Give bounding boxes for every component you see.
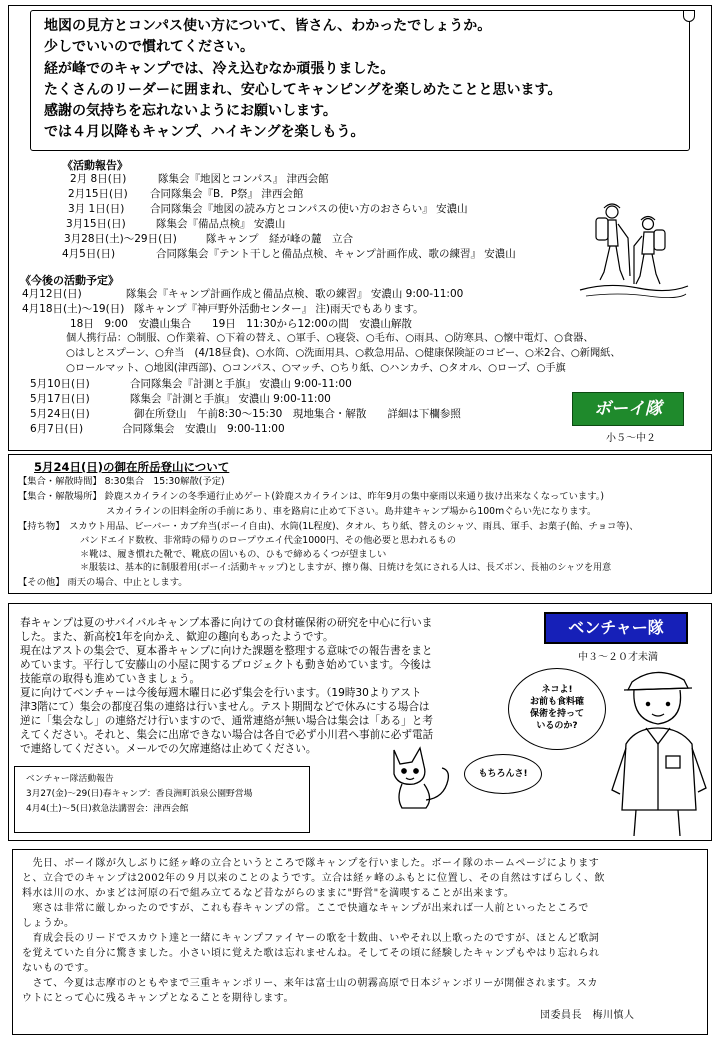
venture-paragraph-line: めています。平行して安藤山の小屋に関するプロジェクトも動き始めています。今後は bbox=[20, 659, 432, 671]
gozaisho-line: ＊靴は、履き慣れた靴で、靴底の固いもの、ひもで締めるくつが望ましい bbox=[80, 549, 387, 560]
activity-report-heading: 《活動報告》 bbox=[62, 159, 128, 172]
venture-paragraph-line: 津3階にて）集会の都度召集の連絡は行いません。テスト期間などで休みにする場合は bbox=[20, 701, 430, 713]
gozaisho-line: ＊服装は、基本的に制服着用(ボーイ:活動キャップ)としますが、擦り傷、日焼けを気にされる人は、長ズボン、長袖のシャツを用意 bbox=[80, 563, 612, 573]
leader-speech-bubble bbox=[508, 668, 606, 750]
cat-speech-bubble: もちろんさ! bbox=[464, 754, 542, 794]
venture-report-line: 4月4(土)～5(日)救急法講習会：津西会館 bbox=[26, 804, 189, 814]
boy-scout-age-range: 小５～中２ bbox=[606, 433, 656, 444]
venture-paragraph-line: えてください。それと、集会に出席できない場合は各自で必ず小川君へ事前に必ず電話 bbox=[20, 729, 434, 741]
gozaisho-title: 5月24日(日)の御在所岳登山について bbox=[34, 460, 230, 474]
venture-paragraph-line: 技能章の取得も進めていきましょう。 bbox=[20, 673, 201, 685]
intro-line: 少しでいいので慣れてください。 bbox=[44, 39, 254, 56]
venture-paragraph-line: した。また、新高校1年を向かえ、歓迎の趣向もあったようです。 bbox=[20, 631, 334, 643]
gozaisho-line: スカイラインの旧料金所の手前にあり、車を路肩に止めて下さい。島井建キャンプ場から100mぐらい先になります。 bbox=[106, 506, 597, 517]
message-line: 育成会長のリードでスカウト達と一緒にキャンプファイヤーの歌を十数曲、いやそれ以上歌ったのですが、ほとんど歌詞 bbox=[22, 933, 600, 944]
belongings-line: ○ロールマット、○地図(津西部)、○コンパス、○マッチ、○ちり紙、○ハンカチ、○タオル、○ロープ、○手旗 bbox=[66, 363, 566, 374]
message-line: と、立合でのキャンプは2002年の９月以来のことのようです。立合は経ヶ峰のふもとに位置し、その自然はすばらしく、飲 bbox=[22, 873, 605, 884]
venture-age-range: 中３～２０才未満 bbox=[578, 652, 658, 663]
venture-report-line: ベンチャー隊活動報告 bbox=[26, 774, 114, 784]
intro-line: 地図の見方とコンパス使い方について、皆さん、わかったでしょうか。 bbox=[44, 18, 492, 34]
hikers-illustration bbox=[578, 190, 690, 306]
belongings-line: ○はしとスプーン、○弁当 (4/18昼食)、○水筒、○洗面用具、○救急用品、○健康保険証のコピー、○米2合、○新聞紙、 bbox=[66, 348, 621, 359]
boy-scout-badge: ボーイ隊 bbox=[572, 392, 684, 426]
bubble-line: いるのか? bbox=[536, 721, 578, 731]
venture-paragraph-line: で連絡してください。メールでの欠席連絡は止めてください。 bbox=[20, 743, 317, 755]
intro-line: 経が峰でのキャンプでは、冷え込むなか頑張りました。 bbox=[44, 60, 395, 77]
message-line: 寒さは非常に厳しかったのですが、これも春キャンプの常。ここで快適なキャンプが出来れば一人前といったところで bbox=[22, 903, 589, 914]
message-line: ないものです。 bbox=[22, 963, 95, 974]
message-line: を覚えていた自分に驚きました。小さい頃に覚えた歌は忘れませんね。そしてその頃に経験したキャンプもやはり忘れられ bbox=[22, 948, 600, 959]
gozaisho-line: 【持ち物】 スカウト用品、ビーバー・カブ弁当(ボーイ自由)、水筒(1L程度)、タオル、ちり紙、替えのシャツ、雨具、軍手、お菓子(飴、チョコ等)、 bbox=[18, 521, 639, 532]
venture-badge: ベンチャー隊 bbox=[544, 612, 688, 644]
intro-line: 感謝の気持ちを忘れないようにお願いします。 bbox=[44, 103, 337, 120]
bubble-line: 保術を持って bbox=[529, 709, 584, 719]
venture-paragraph-line: 現在はアストの集会で、夏本番キャンプに向けた課題を整理する意味での報告書をまと bbox=[20, 645, 433, 657]
gozaisho-line: 【集合・解散時間】 8:30集合 15:30解散(予定) bbox=[18, 476, 225, 487]
message-line: ウトにとって心に残るキャンプとなることを期待します。 bbox=[22, 993, 294, 1004]
venture-report-line: 3月27(金)～29(日)春キャンプ：香良洲町浜泉公園野営場 bbox=[26, 789, 253, 799]
bubble-line: ネコよ! bbox=[541, 685, 573, 695]
message-line: 料水は川の水、かまどは河原の石で組み立てるなど昔ながらのままに"野営"を満喫することが出来ます。 bbox=[22, 888, 515, 899]
scroll-curl bbox=[683, 10, 695, 22]
gozaisho-line: バンドエイド数枚、非常時の帰りのロープウエイ代金1000円、その他必要と思われるもの bbox=[80, 535, 457, 546]
message-line: しょうか。 bbox=[22, 918, 75, 929]
message-line: 先日、ボーイ隊が久しぶりに経ヶ峰の立合というところで隊キャンプを行いました。ボーイ隊のホームページによります bbox=[22, 858, 600, 869]
intro-line: では４月以降もキャンプ、ハイキングを楽しもう。 bbox=[44, 124, 365, 141]
bubble-line: お前も食料確 bbox=[529, 697, 584, 707]
intro-line: たくさんのリーダーに囲まれ、安心してキャンピングを楽しめたことと思います。 bbox=[44, 81, 562, 98]
intro-message bbox=[44, 16, 684, 144]
message-line: さて、今夏は志摩市のともやまで三重キャンポリー、来年は富士山の朝霧高原で日本ジャンボリーが開催されます。スカ bbox=[22, 978, 598, 989]
future-plans-heading: 《今後の活動予定》 bbox=[20, 274, 119, 287]
venture-paragraph-line: 春キャンプは夏のサバイバルキャンプ本番に向けての食材確保術の研究を中心に行いま bbox=[20, 617, 433, 629]
gozaisho-line: 【集合・解散場所】 鈴鹿スカイラインの冬季通行止めゲート(鈴鹿スカイラインは、昨年9月の集中豪雨以来通り抜け出来なくなっています。) bbox=[18, 491, 605, 502]
belongings-line: 個人携行品：○制服、○作業着、○下着の替え、○軍手、○寝袋、○毛布、○雨具、○防寒具、○懐中電灯、○食器、 bbox=[66, 333, 594, 344]
message-signature: 団委員長 梅川慎人 bbox=[540, 1010, 635, 1021]
gozaisho-line: 【その他】 雨天の場合、中止とします。 bbox=[18, 577, 188, 588]
scout-leader-illustration bbox=[606, 660, 710, 838]
camp-detail: 18日 9:00 安濃山集合 19日 11:30から12:00の間 安濃山解散 bbox=[70, 318, 412, 330]
cat-illustration bbox=[380, 740, 456, 812]
venture-paragraph-line: 逆に「集会なし」の連絡だけ行いますので、通常連絡が無い場合は集会は「ある」と考 bbox=[20, 715, 433, 727]
venture-paragraph-line: 夏に向けてベンチャーは今後毎週木曜日に必ず集会を行います。（19時30よりアスト bbox=[20, 687, 422, 699]
